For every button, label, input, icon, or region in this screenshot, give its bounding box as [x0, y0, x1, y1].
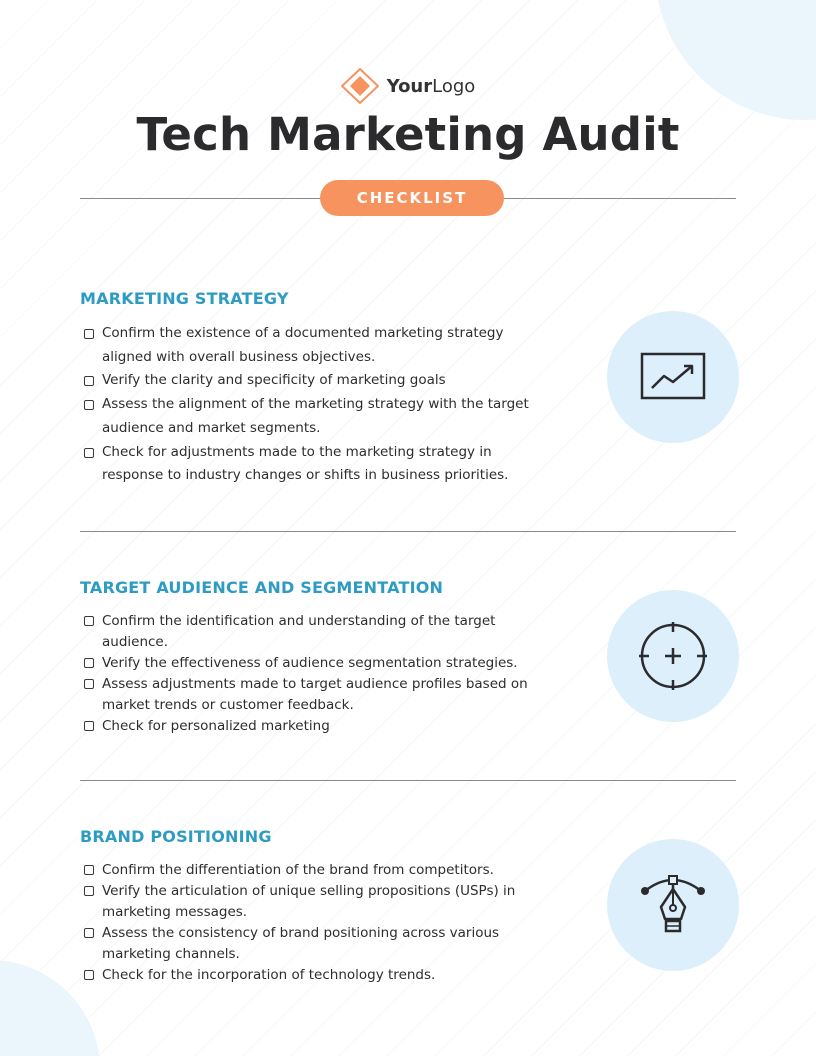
checklist-item	[84, 674, 554, 716]
checklist-item-text: Assess the consistency of brand positioning across various marketing channels.	[102, 925, 500, 962]
checkbox[interactable]	[84, 448, 94, 458]
checklist-item-text: Verify the effectiveness of audience segmentation strategies.	[102, 655, 518, 671]
logo	[0, 68, 816, 104]
checklist-item	[84, 369, 554, 393]
checkbox[interactable]	[84, 721, 94, 731]
section-title-target-audience: TARGET AUDIENCE AND SEGMENTATION	[80, 578, 444, 597]
header-divider-left	[80, 198, 340, 199]
checklist-item	[84, 860, 554, 881]
checklist-item-text: Confirm the differentiation of the brand from competitors.	[102, 862, 494, 878]
checkbox[interactable]	[84, 886, 94, 896]
checklist-item-text: Confirm the identification and understanding of the target audience.	[102, 613, 496, 650]
checklist-item	[84, 653, 554, 674]
checklist-item-text: Confirm the existence of a documented marketing strategy aligned with overall business objectives.	[102, 325, 504, 365]
checklist-item-text: Assess adjustments made to target audience profiles based on market trends or customer feedback.	[102, 676, 528, 713]
checkbox[interactable]	[84, 376, 94, 386]
icon-circle-target-audience	[607, 590, 739, 722]
checkbox[interactable]	[84, 616, 94, 626]
section-divider	[80, 780, 736, 781]
checklist-item-text: Verify the articulation of unique selling propositions (USPs) in marketing messages.	[102, 883, 516, 920]
checklist-item	[84, 965, 554, 986]
checklist-marketing-strategy	[84, 322, 554, 488]
checklist-item	[84, 441, 554, 488]
checklist-target-audience	[84, 611, 554, 737]
checkbox[interactable]	[84, 970, 94, 980]
logo-text-bold: Your	[386, 75, 433, 97]
target-crosshair-icon	[637, 620, 709, 692]
page-title: Tech Marketing Audit	[136, 108, 680, 161]
checkbox[interactable]	[84, 658, 94, 668]
section-divider	[80, 531, 736, 532]
checkbox[interactable]	[84, 865, 94, 875]
checklist-item-text: Verify the clarity and specificity of marketing goals	[102, 372, 446, 389]
checklist-badge: CHECKLIST	[320, 180, 504, 216]
diamond-logo-icon	[341, 68, 379, 104]
checklist-item-text: Check for personalized marketing	[102, 718, 330, 734]
logo-text-regular: Logo	[432, 75, 476, 97]
checkbox[interactable]	[84, 928, 94, 938]
logo-text	[387, 76, 476, 97]
checklist-item-text: Check for adjustments made to the marketing strategy in response to industry changes or shifts in business priorities.	[102, 443, 509, 484]
checklist-item	[84, 881, 554, 923]
chart-growth-icon	[640, 352, 706, 402]
checklist-item	[84, 923, 554, 965]
checklist-item	[84, 393, 554, 440]
checklist-brand-positioning	[84, 860, 554, 986]
section-title-brand-positioning: BRAND POSITIONING	[80, 827, 272, 846]
checklist-item-text: Check for the incorporation of technology trends.	[102, 967, 436, 983]
checklist-item	[84, 611, 554, 653]
header-divider-right	[480, 198, 736, 199]
checkbox[interactable]	[84, 400, 94, 410]
pen-tool-icon	[637, 869, 709, 941]
checkbox[interactable]	[84, 679, 94, 689]
checklist-item	[84, 322, 554, 369]
section-title-marketing-strategy: MARKETING STRATEGY	[80, 289, 289, 308]
icon-circle-marketing-strategy	[607, 311, 739, 443]
checklist-item	[84, 716, 554, 737]
checkbox[interactable]	[84, 329, 94, 339]
checklist-item-text: Assess the alignment of the marketing strategy with the target audience and market segments.	[102, 396, 529, 436]
icon-circle-brand-positioning	[607, 839, 739, 971]
